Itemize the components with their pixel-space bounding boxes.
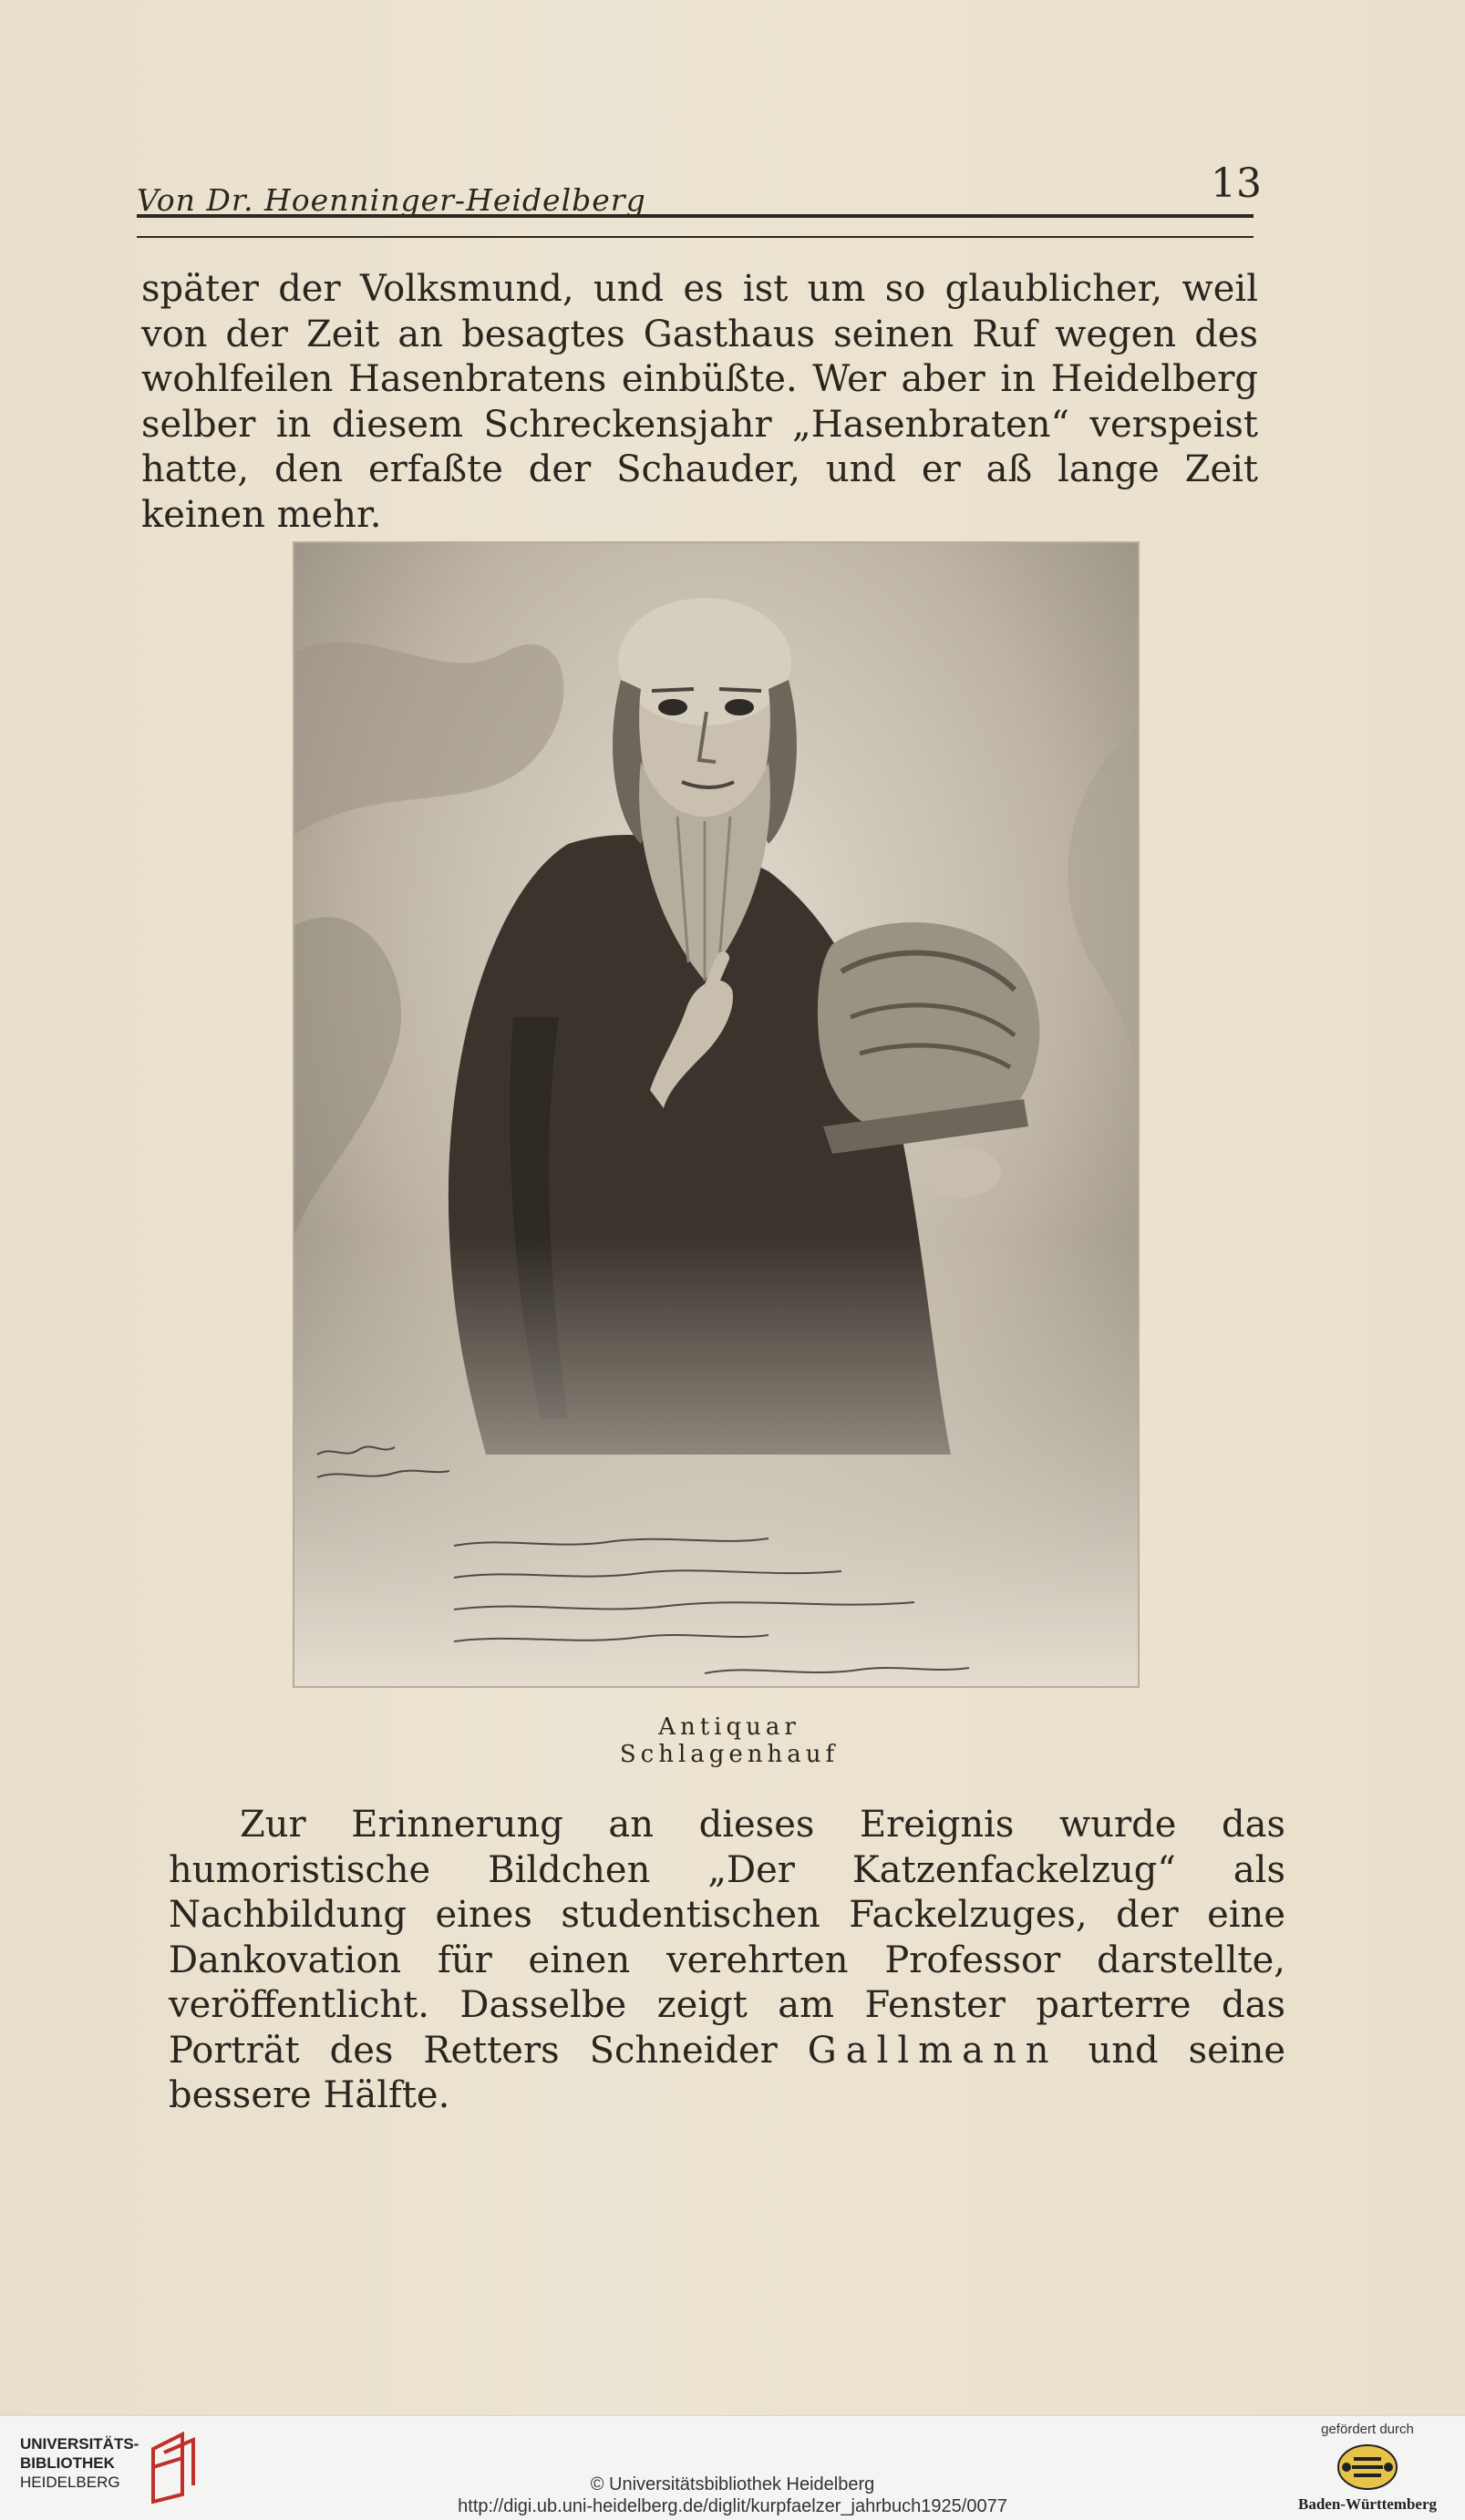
paragraph-bottom-text: Zur Erinnerung an dieses Ereignis wurde das humoristische Bildchen „Der Katzenfackelzug“ als Nachbildung eines studentischen Fackelzuges, der eine Dankovation für einen verehrten Professor darstellte, veröffentlicht. Dasselbe zeigt am Fenster parterre das Porträt des Retters Schneider [169, 1804, 1285, 2072]
sponsor-name: Baden-Württemberg [1297, 2495, 1438, 2513]
state-crest-icon [1336, 2443, 1399, 2492]
portrait-drawing [294, 543, 1138, 1686]
running-title: Von Dr. Hoenninger-Heidelberg [137, 182, 646, 218]
sponsor-block [1281, 2422, 1454, 2514]
paragraph-bottom-end: und seine bessere Hälfte. [169, 2029, 1286, 2116]
header-rule [137, 214, 1254, 218]
emphasized-name: Gallmann [807, 2029, 1058, 2072]
portrait-illustration [294, 543, 1138, 1686]
paragraph-top: später der Volksmund, und es ist um so glaublicher, weil von der Zeit an besagtes Gasthaus seinen Ruf wegen des wohlfeilen Hasenbratens einbüßte. Wer aber in Heidelberg selber in diesem Schreckensjahr „Hasenbraten“ verspeist hatte, den erfaßte der Schauder, und er aß lange Zeit keinen mehr. [141, 268, 1258, 536]
page-number: 13 [1211, 160, 1262, 207]
library-name-line3: HEIDELBERG [20, 2474, 120, 2491]
header-rule-thin [137, 236, 1254, 238]
copyright-block [0, 2474, 1465, 2517]
paragraph-bottom [169, 1803, 1285, 2119]
copyright-text: © Universitätsbibliothek Heidelberg [590, 2474, 875, 2494]
footer-bar [0, 2415, 1465, 2520]
library-name-line2: BIBLIOTHEK [20, 2454, 115, 2472]
library-name-line1: UNIVERSITÄTS- [20, 2435, 139, 2453]
source-url[interactable]: http://digi.ub.uni-heidelberg.de/diglit/kurpfaelzer_jahrbuch1925/0077 [458, 2496, 1007, 2516]
sponsor-label: gefördert durch [1321, 2422, 1414, 2437]
figure-caption: Antiquar Schlagenhauf [619, 1713, 840, 1768]
